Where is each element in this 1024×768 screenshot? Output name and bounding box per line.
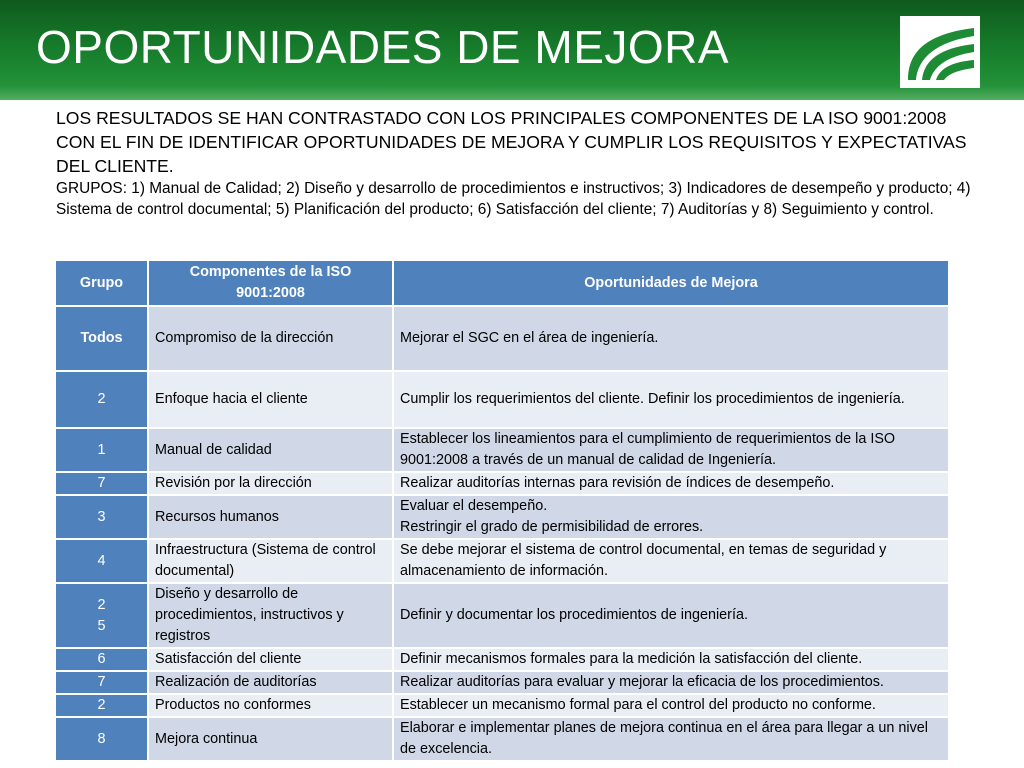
company-logo-icon: [896, 12, 984, 92]
cell-oportunidad: Realizar auditorías para evaluar y mejorar la eficacia de los procedimientos.: [393, 671, 949, 694]
cell-oportunidad: Realizar auditorías internas para revisión de índices de desempeño.: [393, 472, 949, 495]
cell-componente: Compromiso de la dirección: [148, 306, 393, 371]
cell-grupo: 6: [55, 648, 148, 671]
cell-componente: Satisfacción del cliente: [148, 648, 393, 671]
cell-grupo: Todos: [55, 306, 148, 371]
cell-componente: Manual de calidad: [148, 428, 393, 472]
column-header-componentes: Componentes de la ISO 9001:2008: [148, 260, 393, 306]
cell-componente: Productos no conformes: [148, 694, 393, 717]
cell-oportunidad: Establecer un mecanismo formal para el control del producto no conforme.: [393, 694, 949, 717]
cell-oportunidad: Se debe mejorar el sistema de control documental, en temas de seguridad y almacenamiento de información.: [393, 539, 949, 583]
cell-componente: Revisión por la dirección: [148, 472, 393, 495]
cell-oportunidad: Definir mecanismos formales para la medición la satisfacción del cliente.: [393, 648, 949, 671]
intro-groups: GRUPOS: 1) Manual de Calidad; 2) Diseño y desarrollo de procedimientos e instructivos; 3) Indicadores de desempeño y producto; 4) Sistema de control documental; 5) Planificación del producto; 6) Satisfacción del cliente; 7) Auditorías y 8) Seguimiento y control.: [56, 180, 971, 218]
column-header-oportunidades: Oportunidades de Mejora: [393, 260, 949, 306]
cell-componente: Infraestructura (Sistema de control documental): [148, 539, 393, 583]
table-body: [55, 306, 949, 761]
table-row: [55, 428, 949, 472]
cell-grupo: 7: [55, 671, 148, 694]
cell-oportunidad: Mejorar el SGC en el área de ingeniería.: [393, 306, 949, 371]
cell-oportunidad: Definir y documentar los procedimientos de ingeniería.: [393, 583, 949, 648]
table-row: [55, 648, 949, 671]
cell-grupo: 4: [55, 539, 148, 583]
table-row: [55, 583, 949, 648]
cell-grupo: 8: [55, 717, 148, 761]
cell-grupo: 1: [55, 428, 148, 472]
cell-componente: Realización de auditorías: [148, 671, 393, 694]
cell-grupo: 7: [55, 472, 148, 495]
page-title: OPORTUNIDADES DE MEJORA: [36, 21, 730, 73]
cell-componente: Enfoque hacia el cliente: [148, 371, 393, 428]
header-bar: [0, 0, 1024, 100]
table-header-row: [55, 260, 949, 306]
cell-oportunidad: Cumplir los requerimientos del cliente. Definir los procedimientos de ingeniería.: [393, 371, 949, 428]
cell-grupo: 2 5: [55, 583, 148, 648]
table-row: [55, 694, 949, 717]
opportunities-table: [54, 259, 950, 762]
table-row: [55, 472, 949, 495]
intro-lead: LOS RESULTADOS SE HAN CONTRASTADO CON LOS PRINCIPALES COMPONENTES DE LA ISO 9001:2008 CON EL FIN DE IDENTIFICAR OPORTUNIDADES DE MEJORA Y CUMPLIR LOS REQUISITOS Y EXPECTATIVAS DEL CLIENTE.: [56, 108, 967, 176]
cell-grupo: 2: [55, 371, 148, 428]
cell-componente: Mejora continua: [148, 717, 393, 761]
cell-componente: Diseño y desarrollo de procedimientos, instructivos y registros: [148, 583, 393, 648]
cell-oportunidad: Establecer los lineamientos para el cumplimiento de requerimientos de la ISO 9001:2008 a través de un manual de calidad de Ingeniería.: [393, 428, 949, 472]
table-row: [55, 371, 949, 428]
table-row: [55, 306, 949, 371]
column-header-grupo: Grupo: [55, 260, 148, 306]
table-row: [55, 495, 949, 539]
intro-text: [56, 106, 984, 220]
cell-componente: Recursos humanos: [148, 495, 393, 539]
cell-grupo: 3: [55, 495, 148, 539]
cell-oportunidad: Elaborar e implementar planes de mejora continua en el área para llegar a un nivel de excelencia.: [393, 717, 949, 761]
table-row: [55, 539, 949, 583]
cell-oportunidad: Evaluar el desempeño. Restringir el grado de permisibilidad de errores.: [393, 495, 949, 539]
cell-grupo: 2: [55, 694, 148, 717]
table-row: [55, 671, 949, 694]
table-row: [55, 717, 949, 761]
